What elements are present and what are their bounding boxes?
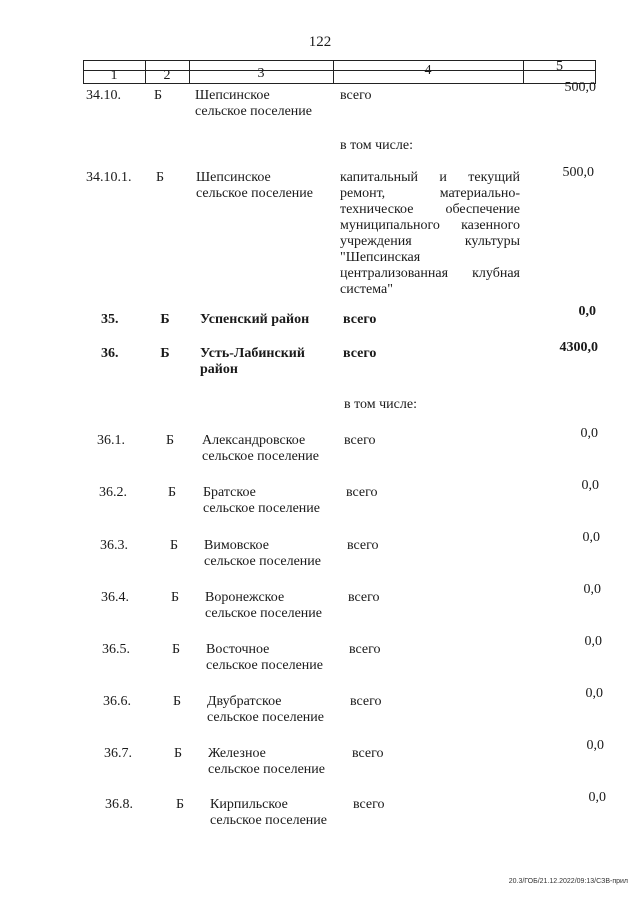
- purpose-text: всего: [346, 485, 378, 500]
- recipient-name: Вимовское сельское поселение: [204, 538, 321, 569]
- row-number: 34.10.: [86, 88, 121, 103]
- row-number: 36.6.: [103, 694, 131, 709]
- recipient-name: Железное сельское поселение: [208, 746, 325, 777]
- budget-level: Б: [169, 538, 179, 553]
- recipient-name: Восточное сельское поселение: [206, 642, 323, 673]
- budget-level: Б: [160, 312, 170, 327]
- amount-value: 4300,0: [559, 340, 598, 355]
- row-number: 36.: [101, 346, 119, 361]
- budget-level: Б: [172, 694, 182, 709]
- purpose-text: всего: [353, 797, 385, 812]
- recipient-name: Александровское сельское поселение: [202, 433, 319, 464]
- recipient-name: Шепсинское сельское поселение: [195, 88, 312, 119]
- amount-value: 0,0: [586, 738, 604, 753]
- recipient-name: Усть-Лабинский район: [200, 346, 305, 377]
- row-number: 36.2.: [99, 485, 127, 500]
- amount-value: 0,0: [584, 634, 602, 649]
- budget-level: Б: [171, 642, 181, 657]
- amount-value: 0,0: [580, 426, 598, 441]
- budget-level: Б: [165, 433, 175, 448]
- budget-level: Б: [155, 170, 165, 185]
- page-number: 122: [308, 34, 332, 50]
- purpose-text: всего: [347, 538, 379, 553]
- recipient-name: Двубратское сельское поселение: [207, 694, 324, 725]
- purpose-text: всего: [352, 746, 384, 761]
- row-number: 35.: [101, 312, 119, 327]
- amount-value: 500,0: [564, 80, 596, 95]
- purpose-text: в том числе:: [344, 397, 417, 412]
- purpose-text: всего: [349, 642, 381, 657]
- amount-value: 500,0: [562, 165, 594, 180]
- amount-value: 0,0: [582, 530, 600, 545]
- budget-level: Б: [160, 346, 170, 361]
- purpose-text: всего: [343, 346, 377, 361]
- recipient-name: Воронежское сельское поселение: [205, 590, 322, 621]
- row-number: 36.4.: [101, 590, 129, 605]
- budget-level: Б: [167, 485, 177, 500]
- row-number: 36.5.: [102, 642, 130, 657]
- column-number-3: 3: [257, 66, 265, 81]
- footer-stamp: 20.3/ГОБ/21.12.2022/09:13/СЗВ-прил: [508, 878, 628, 885]
- amount-value: 0,0: [581, 478, 599, 493]
- budget-level: Б: [175, 797, 185, 812]
- amount-value: 0,0: [583, 582, 601, 597]
- amount-value: 0,0: [578, 304, 596, 319]
- amount-value: 0,0: [585, 686, 603, 701]
- row-number: 36.8.: [105, 797, 133, 812]
- row-number: 36.7.: [104, 746, 132, 761]
- recipient-name: Шепсинское сельское поселение: [196, 170, 313, 201]
- budget-level: Б: [153, 88, 163, 103]
- recipient-name: Кирпильское сельское поселение: [210, 797, 327, 828]
- purpose-text: всего: [340, 88, 372, 103]
- budget-level: Б: [173, 746, 183, 761]
- row-number: 36.3.: [100, 538, 128, 553]
- purpose-text: всего: [344, 433, 376, 448]
- column-number-5: 5: [556, 59, 563, 74]
- amount-value: 0,0: [588, 790, 606, 805]
- column-number-1: 1: [110, 68, 118, 83]
- purpose-text: всего: [348, 590, 380, 605]
- row-number: 34.10.1.: [86, 170, 132, 185]
- recipient-name: Братское сельское поселение: [203, 485, 320, 516]
- column-number-2: 2: [163, 68, 171, 83]
- column-number-4: 4: [424, 63, 432, 78]
- purpose-text: капитальный и текущий ремонт, материально-техническое обеспечение муниципального казенного учреждения культуры "Шепсинская централизованная клубная система": [340, 170, 520, 297]
- budget-level: Б: [170, 590, 180, 605]
- row-number: 36.1.: [97, 433, 125, 448]
- purpose-text: в том числе:: [340, 138, 413, 153]
- recipient-name: Успенский район: [200, 312, 310, 327]
- purpose-text: всего: [343, 312, 377, 327]
- purpose-text: всего: [350, 694, 382, 709]
